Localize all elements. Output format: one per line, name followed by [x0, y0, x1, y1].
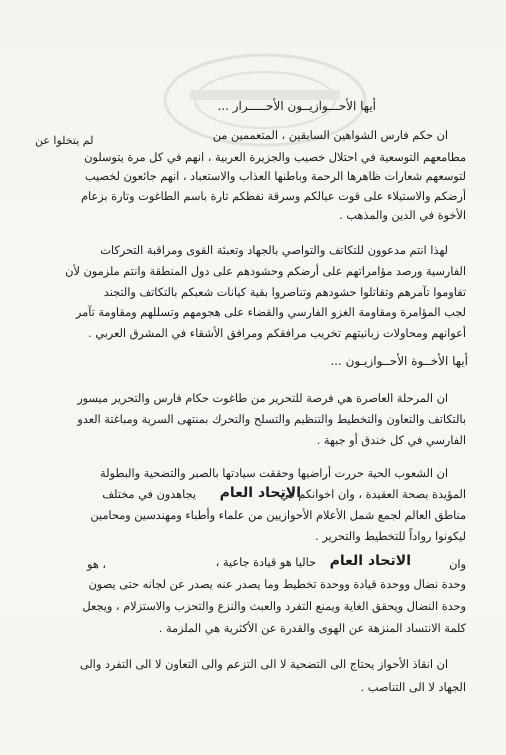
paragraph-4-line-3: مناطق العالم لجمع شمل الأعلام الأحوازيين من علماء وأطباء ومهندسين ومحامين — [90, 509, 466, 522]
paragraph-5-line-2: وحدة النضال ويحقق الغاية ويمنع التفرد والعبث والنزع والتحزب والاستزلام ، ويجعل — [82, 600, 466, 613]
margin-handwritten-note: لم يتخلوا عن — [35, 134, 94, 147]
paragraph-2-line-4: لجب المؤامرة ومقاومة الغزو الفارسي والقضاء على هجومهم وتسللهم ومقاومة تآمر — [75, 306, 466, 319]
paragraph-3-line-3: الفارسي في كل خندق أو جبهة . — [316, 434, 466, 447]
paragraph-2-line-5: أعوانهم ومحاولات زبانيتهم تخريب مرافقكم ومرافق الأشقاء في المشرق العربي . — [88, 327, 466, 340]
paragraph-4-line-1: ان الشعوب الحية حررت أراضيها وحققت سيادتها بالصبر والتضحية والبطولة — [100, 467, 448, 480]
paragraph-5-line-1: وحدة نضال ووحدة قيادة ووحدة تخطيط وما يصدر عنه يصدر عن لجانه حتى يصون — [88, 578, 466, 591]
paragraph-1-line-4: أرضكم والاستيلاء على قوت عيالكم وسرقة نفطكم تارة باسم الطاغوت وتارة بزعام — [80, 190, 466, 203]
paragraph-2-line-3: تفاوموا تآمرهم وتقاتلوا حشودهم وتناصروا بقية كيانات شعبكم بالتكاتف والتجند — [103, 286, 466, 299]
paragraph-1-line-5: الأخوة في الدين والمذهب . — [339, 209, 466, 222]
paragraph-4-line-2: المؤيدة بصحة العقيدة ، وان اخوانكم في — [279, 488, 466, 501]
paragraph-6-line-1: ان انقاذ الأحواز يحتاج الى التضحية لا الى التزعم والى التعاون لا الى التفرد والى — [79, 658, 448, 671]
greeting-heading-1: أيها الأحـــوازيــون الأحـــــرار ... — [217, 99, 376, 113]
paragraph-5-line-3: كلمة الانتساد المنزهة عن الهوى والقدرة عن الأكثرية هي الملزمة . — [158, 622, 466, 635]
paragraph-4-line-4: ليكونوا رواداً للتخطيط والتحرير . — [315, 530, 466, 543]
paragraph-5-mid: حاليا هو قيادة جاعية ، — [215, 556, 316, 569]
paragraph-3-line-2: بالتكاتف والتعاون والتخطيط والتنظيم والتسلح والتحرك بمنتهى السرية ومباغتة العدو — [77, 413, 466, 426]
paragraph-1-line-3: لتوسعهم شعارات ظاهرها الرحمة وباطنها العذاب والاستعباد ، انهم جائعون لخصيب — [84, 170, 466, 183]
union-name-emphasis-1: الاتحاد العام — [219, 485, 301, 501]
paragraph-5-lead: وان — [449, 558, 466, 571]
paragraph-4-line-2-tail: يجاهدون في مختلف — [102, 488, 196, 501]
paragraph-5-end: ، هو — [86, 558, 106, 571]
union-name-emphasis-2: الاتحاد العام — [329, 553, 411, 569]
paragraph-6-line-2: الجهاد لا الى التناصب . — [360, 681, 466, 694]
paragraph-3-line-1: ان المرحلة العاصرة هي فرصة للتحرير من طاغوت حكام فارس والتحرير ميسور — [77, 392, 448, 405]
paragraph-1-line-2: مطامعهم التوسعية في احتلال خصيب والجزيرة العربية ، انهم في كل مرة يتوسلون — [84, 151, 466, 164]
paragraph-2-line-1: لهذا انتم مدعوون للتكاتف والتواصي بالجهاد وتعبئة القوى ومراقبة التحركات — [100, 244, 448, 257]
paragraph-1-line-1: ان حكم فارس الشواهين السابقين ، المتعممين من — [212, 129, 448, 142]
paragraph-2-line-2: الفارسية ورصد مؤامراتهم على أرضكم وحشودهم على دول المنطقة وانتم ملزمون لأن — [65, 265, 466, 278]
greeting-heading-2: أيها الأخــوة الأحــوازيـون ... — [330, 354, 468, 368]
